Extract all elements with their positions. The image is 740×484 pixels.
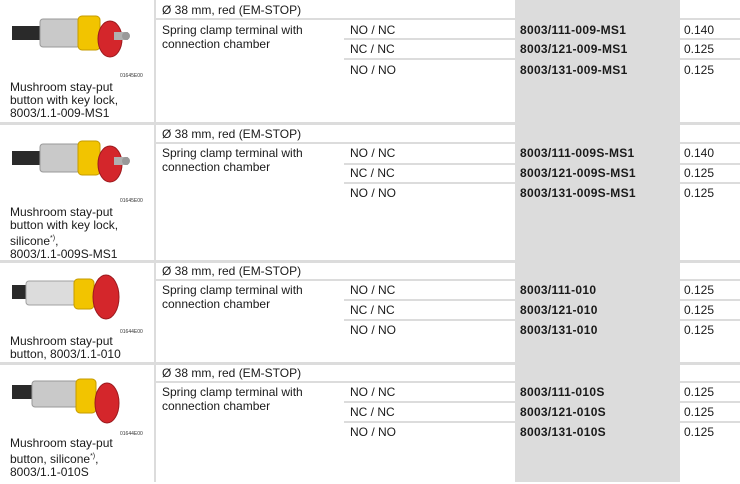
product-image-mushroom-button <box>10 267 130 325</box>
terminal-type: Spring clamp terminal with connection chamber <box>162 283 303 311</box>
product-image-key-lock <box>10 4 130 62</box>
terminal-type: Spring clamp terminal with connection chamber <box>162 385 303 413</box>
contact-type: NO / NO <box>350 63 397 77</box>
product-group-3 <box>0 263 740 362</box>
contact-type: NO / NC <box>350 23 396 37</box>
weight: 0.125 <box>684 63 715 77</box>
product-group-4 <box>0 365 740 482</box>
button-spec: Ø 38 mm, red (EM-STOP) <box>162 366 302 380</box>
weight: 0.125 <box>684 186 715 200</box>
weight: 0.140 <box>684 23 715 37</box>
order-code: 8003/111-009S-MS1 <box>520 146 635 160</box>
order-code: 8003/121-009-MS1 <box>520 42 628 56</box>
order-code: 8003/121-010S <box>520 405 606 419</box>
order-code: 8003/131-010S <box>520 425 606 439</box>
image-code: 01645E00 <box>120 198 143 204</box>
weight: 0.125 <box>684 385 715 399</box>
contact-type: NO / NO <box>350 425 397 439</box>
product-caption: Mushroom stay-put button with key lock, 8003/1.1-009-MS1 <box>10 80 119 120</box>
product-caption: Mushroom stay-put button, silicone*), 8003/1.1-010S <box>10 436 113 479</box>
contact-type: NC / NC <box>350 42 395 56</box>
weight: 0.125 <box>684 425 715 439</box>
weight: 0.125 <box>684 405 715 419</box>
order-code: 8003/111-010 <box>520 283 597 297</box>
contact-type: NO / NO <box>350 186 397 200</box>
order-code: 8003/121-010 <box>520 303 598 317</box>
order-code: 8003/131-009-MS1 <box>520 63 628 77</box>
product-image-key-lock <box>10 129 130 187</box>
button-spec: Ø 38 mm, red (EM-STOP) <box>162 127 302 141</box>
product-group-1 <box>0 0 740 122</box>
order-code: 8003/131-009S-MS1 <box>520 186 636 200</box>
weight: 0.125 <box>684 323 715 337</box>
product-image-mushroom-button-silicone <box>10 369 130 427</box>
contact-type: NC / NC <box>350 405 395 419</box>
image-code: 01644E00 <box>120 431 143 437</box>
product-caption: Mushroom stay-put button, 8003/1.1-010 <box>10 334 121 361</box>
contact-type: NO / NC <box>350 146 396 160</box>
terminal-type: Spring clamp terminal with connection chamber <box>162 23 303 51</box>
weight: 0.125 <box>684 166 715 180</box>
order-code: 8003/121-009S-MS1 <box>520 166 636 180</box>
button-spec: Ø 38 mm, red (EM-STOP) <box>162 264 302 278</box>
product-group-2 <box>0 125 740 260</box>
order-code: 8003/131-010 <box>520 323 598 337</box>
image-code: 01644E00 <box>120 329 143 335</box>
product-caption: Mushroom stay-put button with key lock, silicone*), 8003/1.1-009S-MS1 <box>10 205 119 261</box>
image-code: 01645E00 <box>120 73 143 79</box>
weight: 0.125 <box>684 283 715 297</box>
weight: 0.125 <box>684 42 715 56</box>
weight: 0.140 <box>684 146 715 160</box>
contact-type: NC / NC <box>350 166 395 180</box>
button-spec: Ø 38 mm, red (EM-STOP) <box>162 3 302 17</box>
order-code: 8003/111-010S <box>520 385 605 399</box>
contact-type: NO / NC <box>350 385 396 399</box>
terminal-type: Spring clamp terminal with connection chamber <box>162 146 303 174</box>
contact-type: NC / NC <box>350 303 395 317</box>
order-code: 8003/111-009-MS1 <box>520 23 627 37</box>
contact-type: NO / NC <box>350 283 396 297</box>
contact-type: NO / NO <box>350 323 397 337</box>
weight: 0.125 <box>684 303 715 317</box>
